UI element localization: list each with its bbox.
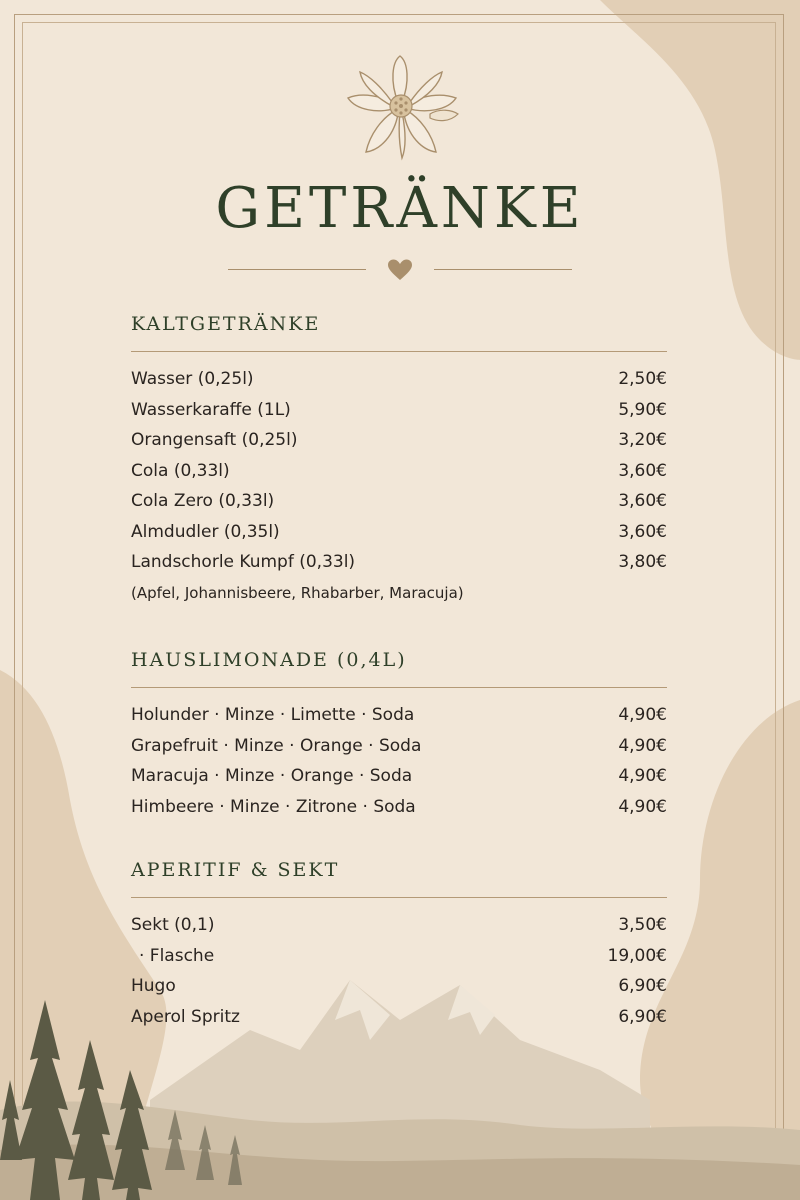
item-name: Cola Zero (0,33l) [131,491,275,511]
divider-line-right [434,269,572,270]
menu-item [131,426,667,457]
item-name: Maracuja · Minze · Orange · Soda [131,766,413,786]
edelweiss-icon [340,52,464,164]
item-price: 4,90€ [618,796,667,817]
menu-item [131,793,667,824]
menu-item [131,365,667,396]
item-price: 19,00€ [607,945,667,966]
section-heading: APERITIF & SEKT [131,859,340,881]
menu-item [131,487,667,518]
item-name: Wasserkaraffe (1L) [131,399,291,420]
section-kaltgetraenke [131,313,667,607]
item-price: 3,20€ [618,430,667,450]
item-name: Wasser (0,25l) [131,369,254,389]
item-price: 2,50€ [618,369,667,389]
item-price: 3,80€ [618,552,667,572]
page-title: GETRÄNKE [215,176,585,241]
menu-item [131,396,667,427]
menu-item [131,457,667,488]
item-price: 3,60€ [618,491,667,511]
item-price: 4,90€ [618,735,667,756]
item-name: · Flasche [139,945,215,966]
section-heading: KALTGETRÄNKE [131,313,321,335]
menu-item [131,732,667,763]
section-rule [131,687,667,688]
mountains-forest-icon [0,960,800,1200]
item-price: 4,90€ [618,705,667,725]
item-price: 5,90€ [618,399,667,420]
item-price: 6,90€ [618,1006,667,1027]
menu-item [131,762,667,793]
item-price: 6,90€ [618,976,667,996]
menu-item [131,518,667,549]
item-name: Grapefruit · Minze · Orange · Soda [131,735,422,756]
item-name: Almdudler (0,35l) [131,521,280,542]
heart-icon [386,258,414,282]
item-price: 3,60€ [618,460,667,481]
item-name: Hugo [131,976,176,996]
item-name: Sekt (0,1) [131,915,215,935]
section-rule [131,897,667,898]
item-name: Himbeere · Minze · Zitrone · Soda [131,796,416,817]
menu-item [131,701,667,732]
section-heading: HAUSLIMONADE (0,4L) [131,649,407,671]
item-name: Orangensaft (0,25l) [131,430,298,450]
divider-line-left [228,269,366,270]
menu-item [131,911,667,942]
item-name: Aperol Spritz [131,1006,240,1027]
item-note: (Apfel, Johannisbeere, Rhabarber, Maracuja) [131,583,464,602]
item-name: Landschorle Kumpf (0,33l) [131,552,356,572]
item-price: 4,90€ [618,766,667,786]
item-price: 3,50€ [618,915,667,935]
section-hauslimonade [131,649,667,823]
section-rule [131,351,667,352]
item-price: 3,60€ [618,521,667,542]
item-name: Cola (0,33l) [131,460,230,481]
item-name: Holunder · Minze · Limette · Soda [131,705,415,725]
menu-item [131,548,667,579]
title-divider [228,258,572,282]
